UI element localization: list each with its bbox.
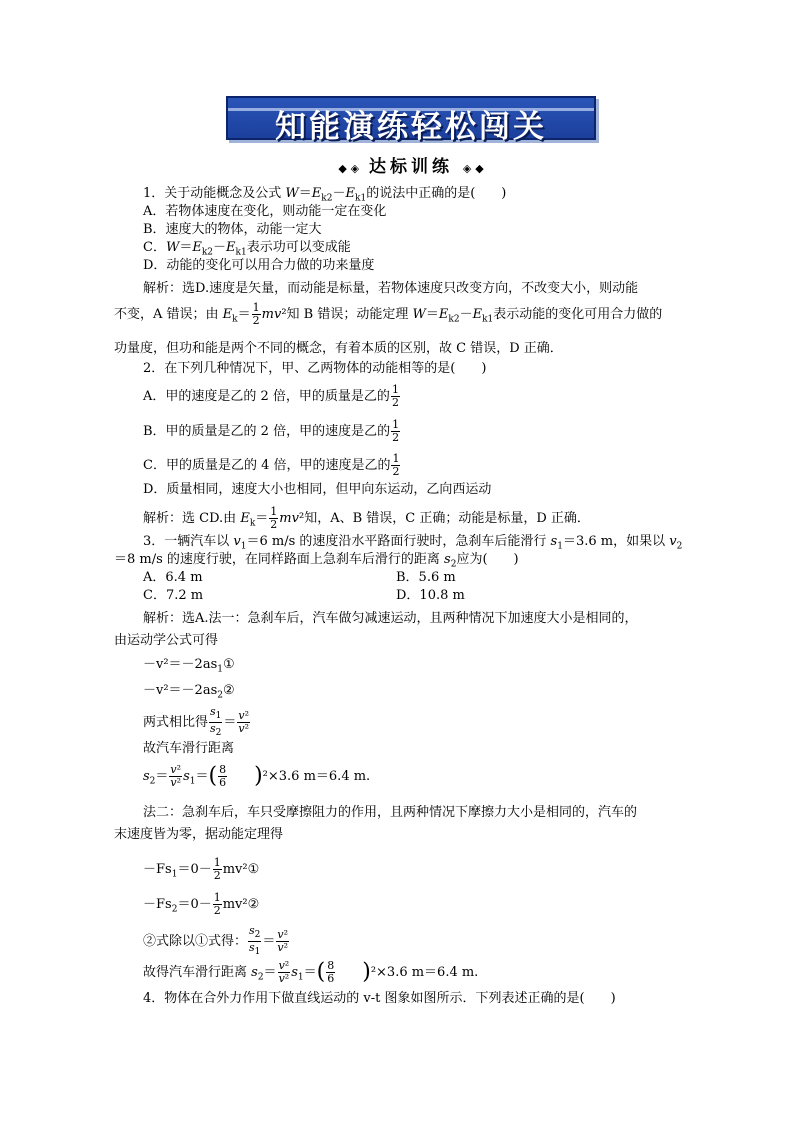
q1-option-a: A．若物体速度在变化，则动能一定在变化	[143, 204, 387, 219]
q1-option-d: D．动能的变化可以用合力做的功来量度	[143, 258, 375, 273]
subheading	[326, 152, 496, 176]
q1-option-c: C．$W=E_{k2}-E_{k1}$表示功可以变成能	[143, 240, 351, 258]
q2-option-a: A．甲的速度是乙的 2 倍，甲的质量是乙的 $\frac{1}{2}$	[143, 383, 399, 409]
half-fraction: $\frac{1}{2}$	[252, 301, 260, 327]
q3-equation-2: $-v^2=-2as_2②$	[143, 683, 235, 701]
q1-solution-line1: 解析：选D.速度是矢量，而动能是标量，若物体速度只改变方向，不改变大小，则动能	[143, 281, 639, 296]
q2-solution: 解析：选 CD.由 $E_k=$ $\frac{1}{2}$ mv²知，A、B 错误，C 正确；动能是标量，D 正确．	[143, 505, 590, 531]
q2-option-c: C．甲的质量是乙的 4 倍，甲的速度是乙的 $\frac{1}{2}$	[143, 452, 400, 478]
q3-final: 故得汽车滑行距离 $s_2=$ $\frac{\text{v²}}{\text{v²}}$ $s_1=$( $\frac{8}{6}$ )²×3.6 m＝6.4 m.	[143, 959, 479, 985]
q1-solution-line3: 功量度，但功和能是两个不同的概念，有着本质的区别，故 C 错误，D 正确．	[114, 341, 563, 356]
q4-stem: 4．物体在合外力作用下做直线运动的 v-t 图象如图所示．下列表述正确的是( )	[143, 991, 616, 1006]
diamond-icon-right: ◈ ◆	[462, 162, 484, 175]
q3-solution-line2: 由运动学公式可得	[114, 633, 219, 648]
q3-stem-line1: 3．一辆汽车以 $v_1=6$ m/s 的速度沿水平路面行驶时，急刹车后能滑行 $s_1=3.6$ m，如果以 $v_2$	[143, 534, 683, 552]
banner-title: 知能演练轻松闯关	[275, 109, 547, 145]
q2-stem: 2．在下列几种情况下，甲、乙两物体的动能相等的是( )	[143, 361, 487, 376]
q3-option-d: D．10.8 m	[396, 588, 465, 603]
q3-option-b: B．5.6 m	[396, 570, 456, 585]
q2-option-d: D．质量相同，速度大小也相同，但甲向东运动，乙向西运动	[143, 482, 492, 497]
q3-solution-line1: 解析：选A.法一：急刹车后，汽车做匀减速运动，且两种情况下加速度大小是相同的，	[143, 611, 638, 626]
q1-option-b: B．速度大的物体，动能一定大	[143, 222, 322, 237]
q3-equation-1: $-v^2=-2as_1①$	[143, 657, 235, 675]
q3-option-c: C．7.2 m	[143, 588, 204, 603]
q1-stem: 1．关于动能概念及公式 $W=E_{k2}-E_{k1}$的说法中正确的是( )	[143, 186, 507, 204]
q3-equation-4: $-Fs_2=0-$ $\frac{1}{2}$ mv²②	[143, 891, 260, 917]
q3-equation-3: $-Fs_1=0-$ $\frac{1}{2}$ mv²①	[143, 856, 260, 882]
q3-divide: ②式除以①式得： $\frac{s_2}{s_1}$ ＝ $\frac{\text{v²}}{\text{v²}}$	[143, 924, 289, 958]
q3-ratio: 两式相比得 $\frac{s_1}{s_2}$ ＝ $\frac{\text{v²}}{\text{v²}}$	[143, 705, 250, 739]
subheading-text: 达标训练	[369, 157, 453, 177]
q3-distance-result: $s_2=$ $\frac{\text{v²}}{\text{v²}}$ $s_1=$( $\frac{8}{6}$ )²×3.6 m＝6.4 m.	[143, 763, 371, 789]
q3-method2-line1: 法二：急刹车后，车只受摩擦阻力的作用，且两种情况下摩擦力大小是相同的，汽车的	[143, 805, 638, 820]
q3-method2-line2: 末速度皆为零，据动能定理得	[114, 827, 284, 842]
section-banner	[226, 96, 596, 145]
q3-stem-line2: ＝8 m/s 的速度行驶，在同样路面上急刹车后滑行的距离 $s_2$应为( )	[114, 552, 519, 570]
diamond-icon-left: ◆ ◈	[338, 162, 360, 175]
q1-solution-line2: 不变，A 错误；由 $E_k=$ $\frac{1}{2}$ mv²知 B 错误；动能定理 $W=E_{k2}-E_{k1}$表示动能的变化可用合力做的	[114, 301, 663, 327]
q2-option-b: B．甲的质量是乙的 2 倍，甲的速度是乙的 $\frac{1}{2}$	[143, 418, 400, 444]
q3-option-a: A．6.4 m	[143, 570, 203, 585]
q3-distance-label: 故汽车滑行距离	[143, 741, 235, 756]
